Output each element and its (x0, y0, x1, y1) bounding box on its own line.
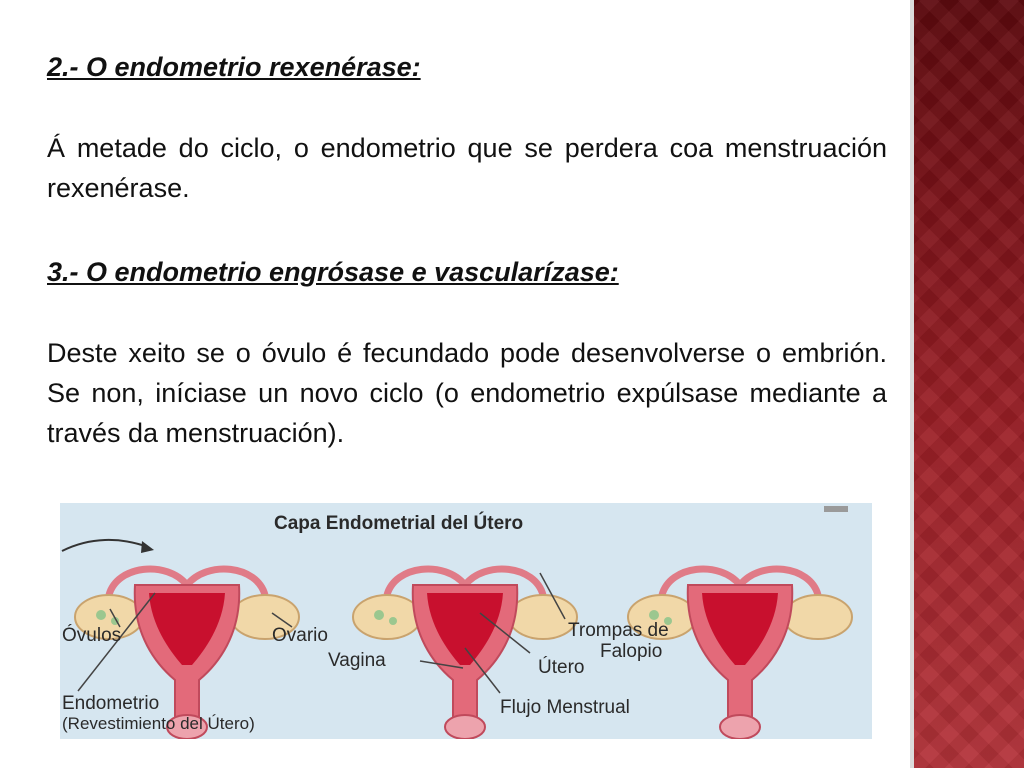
heading-thickening: 3.- O endometrio engrósase e vascularízase: (47, 257, 619, 287)
uterus-diagram (60, 503, 872, 739)
label-revestimiento: (Revestimiento del Útero) (62, 714, 255, 733)
label-utero: Útero (538, 657, 585, 678)
heading-regeneration: 2.- O endometrio rexenérase: (47, 52, 421, 82)
label-flujo-menstrual: Flujo Menstrual (500, 697, 630, 718)
label-endometrio: Endometrio (62, 693, 160, 714)
label-trompas-line2: Falopio (600, 641, 663, 662)
label-vagina: Vagina (328, 650, 386, 671)
diagram-title: Capa Endometrial del Útero (274, 513, 524, 534)
label-ovario: Ovario (272, 625, 328, 646)
paragraph-regeneration: Á metade do ciclo, o endometrio que se perdera coa menstruación rexenérase. (47, 133, 887, 203)
decorative-sidebar (914, 0, 1024, 768)
label-trompas-line1: Trompas de (568, 620, 669, 641)
paragraph-thickening: Deste xeito se o óvulo é fecundado pode desenvolverse o embrión. Se non, iníciase un novo ciclo (o endometrio expúlsase mediante a través da menstruación). (47, 338, 887, 448)
label-ovulos: Óvulos (62, 625, 122, 646)
uterus-diagram-svg (60, 503, 872, 739)
